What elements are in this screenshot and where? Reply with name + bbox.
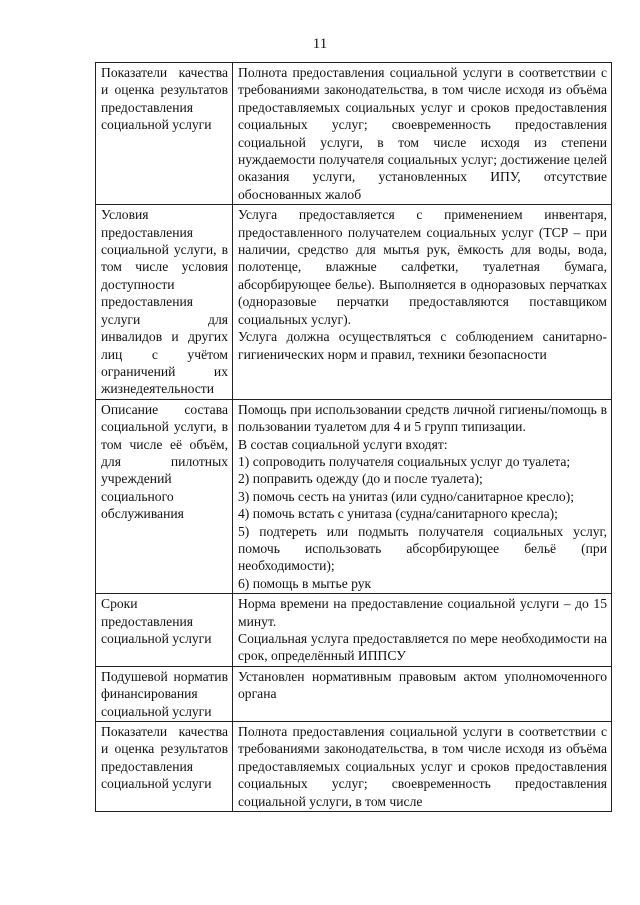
row-content (233, 399, 612, 593)
content-paragraph: Услуга должна осуществляться с соблюдением санитарно-гигиенических норм и правил, техники безопасности (238, 329, 607, 362)
row-label: Показатели качества и оценка результатов предоставления социальной услуги (96, 63, 233, 205)
content-paragraph: Полнота предоставления социальной услуги в соответствии с требованиями законодательства, в том числе исходя из объёма предоставляемых социальных услуг и сроков предоставления социальных услуг; своевременность предоставления социальной услуги, в том числе (238, 724, 607, 809)
table-row (96, 205, 612, 399)
row-content (233, 594, 612, 667)
list-item: 6) помощь в мытье рук (238, 575, 372, 591)
table-row (96, 594, 612, 667)
table-row (96, 722, 612, 812)
list-item: 5) подтереть или подмыть получателя социальных услуг, помочь использовать абсорбирующее бельё (при необходимости); (238, 523, 607, 574)
list-item: 4) помочь встать с унитаза (судна/санитарного кресла); (238, 506, 558, 522)
row-content (233, 205, 612, 399)
service-standard-table (95, 62, 612, 812)
content-paragraph: Услуга предоставляется с применением инвентаря, предоставленного получателем социальных услуг (ТСР – при наличии, средство для мытья рук, ёмкость для воды, вода, полотенце, влажные салфетки, туалетная бумага, абсорбирующее белье). Выполняется в одноразовых перчатках (одноразовые перчатки предоставляются поставщиком социальных услуг). (238, 207, 607, 327)
row-content (233, 666, 612, 721)
content-paragraph: Полнота предоставления социальной услуги в соответствии с требованиями законодательства, в том числе исходя из объёма предоставляемых социальных услуг и сроков предоставления социальных услуг; своевременность предоставления социальной услуги, в том числе исходя из степени нуждаемости получателя социальных услуг; достижение целей оказания услуги, установленных ИПУ, отсутствие обоснованных жалоб (238, 65, 607, 202)
content-paragraph: Норма времени на предоставление социальной услуги – до 15 минут. (238, 596, 607, 629)
content-paragraph: Социальная услуга предоставляется по мере необходимости на срок, определённый ИППСУ (238, 631, 607, 664)
row-label: Показатели качества и оценка результатов предоставления социальной услуги (96, 722, 233, 812)
row-label: Сроки предоставления социальной услуги (96, 594, 233, 667)
list-item: 3) помочь сесть на унитаз (или судно/санитарное кресло); (238, 488, 575, 504)
row-content (233, 722, 612, 812)
row-label: Подушевой норматив финансирования социальной услуги (96, 666, 233, 721)
content-paragraph: Установлен нормативным правовым актом уполномоченного органа (238, 668, 607, 702)
content-paragraph: Помощь при использовании средств личной гигиены/помощь в пользовании туалетом для 4 и 5 групп типизации. (238, 401, 607, 435)
list-item: 2) поправить одежду (до и после туалета); (238, 471, 483, 487)
row-label: Описание состава социальной услуги, в том числе её объём, для пилотных учреждений социального обслуживания (96, 399, 233, 593)
row-label: Условия предоставления социальной услуги, в том числе условия доступности предоставления услуги для инвалидов и других лиц с учётом ограничений их жизнедеятельности (96, 205, 233, 399)
content-paragraph: В состав социальной услуги входят: (238, 436, 448, 452)
page-number: 11 (312, 36, 328, 52)
table-row (96, 666, 612, 721)
table-row (96, 63, 612, 205)
list-item: 1) сопроводить получателя социальных услуг до туалета; (238, 453, 571, 469)
row-content (233, 63, 612, 205)
table-row (96, 399, 612, 593)
